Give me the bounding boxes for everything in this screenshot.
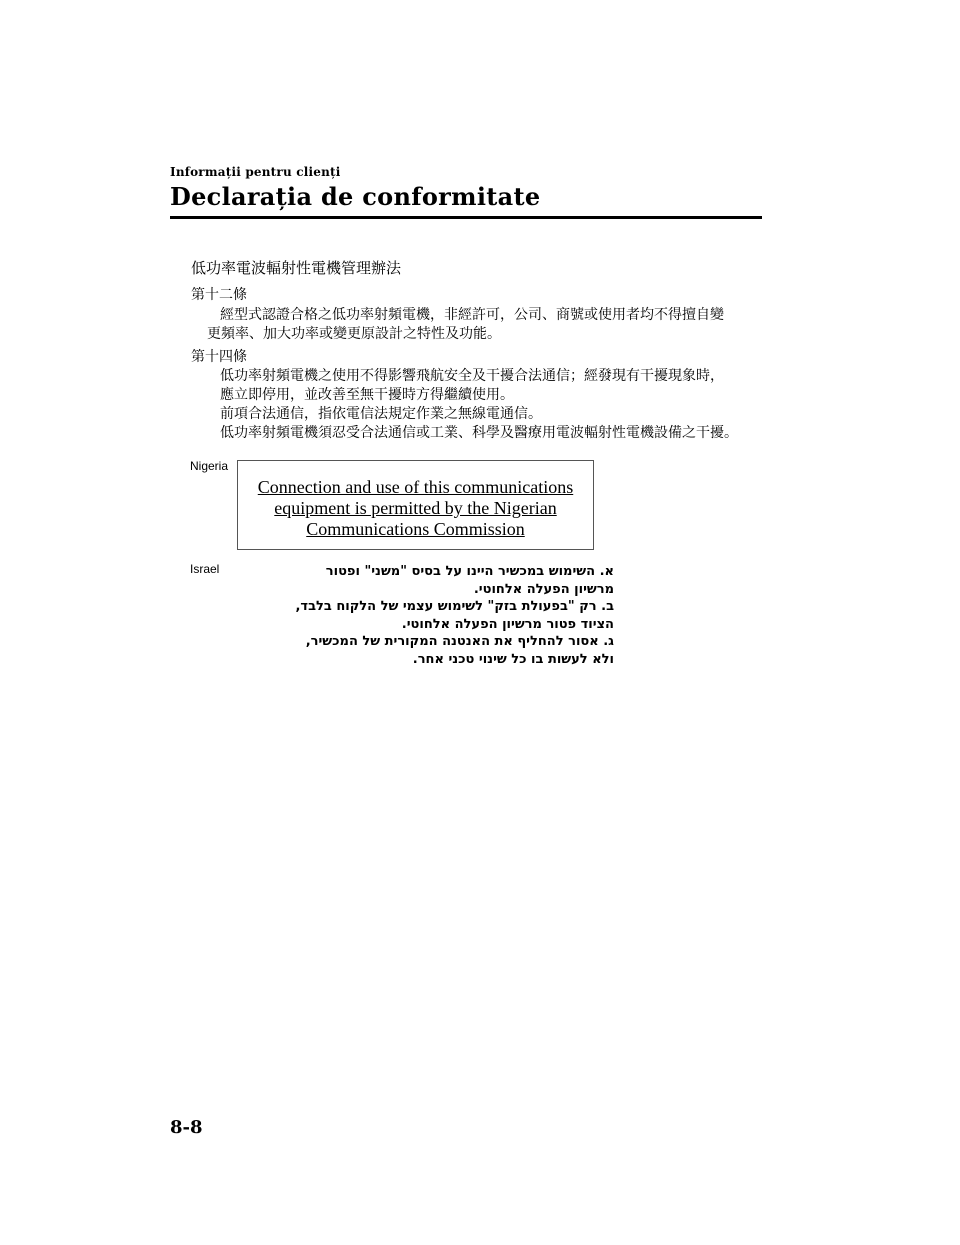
israel-notice-line: ב. רק "בפעולת בזק" לשימוש עצמי של הלקוח בלבד,	[295, 599, 614, 614]
israel-notice-line: א. השימוש במכשיר היינו על בסיס "משני" ופטור	[325, 564, 614, 579]
israel-notice-line: מרשיון הפעלה אלחוטי.	[473, 581, 614, 597]
article-14-text-line: 低功率射頻電機須忍受合法通信或工業、科學及醫療用電波輻射性電機設備之干擾。	[220, 425, 738, 441]
article-14-heading: 第十四條	[191, 349, 247, 365]
israel-notice-line: הציוד פטור מרשיון הפעלה אלחוטי.	[401, 616, 614, 632]
page-number: 8-8	[170, 1117, 203, 1138]
nigeria-label: Nigeria	[190, 459, 229, 473]
israel-notice-line: ג. אסור להחליף את האנטנה המקורית של המכשיר,	[305, 634, 614, 649]
article-12-text-line: 經型式認證合格之低功率射頻電機，非經許可，公司、商號或使用者均不得擅自變	[220, 307, 724, 323]
nigeria-notice-line: equipment is permitted by the Nigerian	[274, 498, 557, 518]
israel-notice	[238, 563, 614, 668]
page-title: Declarația de conformitate	[170, 182, 541, 211]
nigeria-notice-line: Connection and use of this communications	[257, 477, 574, 497]
section-label: Informații pentru clienți	[170, 165, 341, 179]
article-12-heading: 第十二條	[191, 287, 247, 303]
article-14-text-line: 應立即停用，並改善至無干擾時方得繼續使用。	[220, 387, 514, 403]
article-14-text-line: 前項合法通信，指依電信法規定作業之無線電通信。	[220, 406, 542, 422]
title-divider	[170, 216, 762, 219]
article-14-text-line: 低功率射頻電機之使用不得影響飛航安全及干擾合法通信；經發現有干擾現象時，	[220, 368, 724, 384]
taiwan-heading: 低功率電波輻射性電機管理辦法	[191, 259, 402, 277]
nigeria-notice-line: Communications Commission	[306, 519, 525, 539]
nigeria-notice-box	[237, 460, 594, 550]
article-12-text-line: 更頻率、加大功率或變更原設計之特性及功能。	[207, 326, 501, 342]
israel-notice-line: ולא לעשות בו כל שינוי טכני אחר.	[412, 651, 614, 667]
israel-label: Israel	[190, 562, 220, 576]
